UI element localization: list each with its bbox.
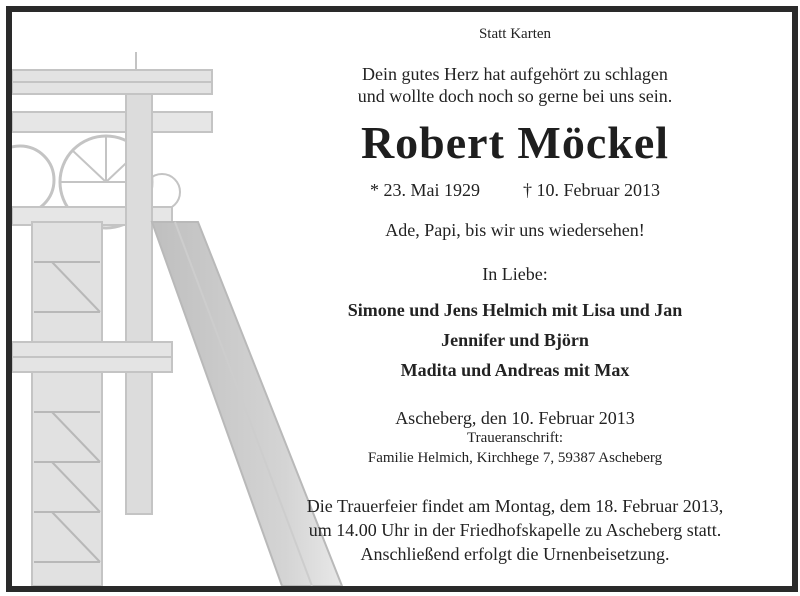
birth-date: * 23. Mai 1929 — [370, 180, 480, 200]
life-dates — [260, 180, 770, 201]
family-line-1: Simone und Jens Helmich mit Lisa und Jan — [347, 300, 683, 320]
intro-line-2: und wollte doch noch so gerne bei uns sein. — [357, 86, 673, 106]
address-label: Traueranschrift: — [466, 430, 564, 446]
obituary-card — [6, 6, 798, 592]
family-line-3: Madita und Andreas mit Max — [400, 360, 630, 380]
mourning-address: Familie Helmich, Kirchhege 7, 59387 Ascheberg — [367, 450, 663, 466]
header-statt-karten: Statt Karten — [478, 26, 552, 42]
family-line-2: Jennifer und Björn — [441, 330, 589, 350]
service-line-1: Die Trauerfeier findet am Montag, dem 18. Februar 2013, — [306, 496, 724, 516]
deceased-name: Robert Möckel — [360, 117, 670, 168]
obituary-text — [260, 12, 770, 586]
in-love-label: In Liebe: — [482, 264, 548, 284]
place-date: Ascheberg, den 10. Februar 2013 — [395, 408, 635, 428]
farewell-line: Ade, Papi, bis wir uns wiedersehen! — [385, 220, 645, 240]
service-line-3: Anschließend erfolgt die Urnenbeisetzung. — [360, 544, 670, 564]
death-date: † 10. Februar 2013 — [523, 180, 660, 200]
intro-line-1: Dein gutes Herz hat aufgehört zu schlagen — [362, 64, 668, 84]
service-line-2: um 14.00 Uhr in der Friedhofskapelle zu Ascheberg statt. — [308, 520, 722, 540]
